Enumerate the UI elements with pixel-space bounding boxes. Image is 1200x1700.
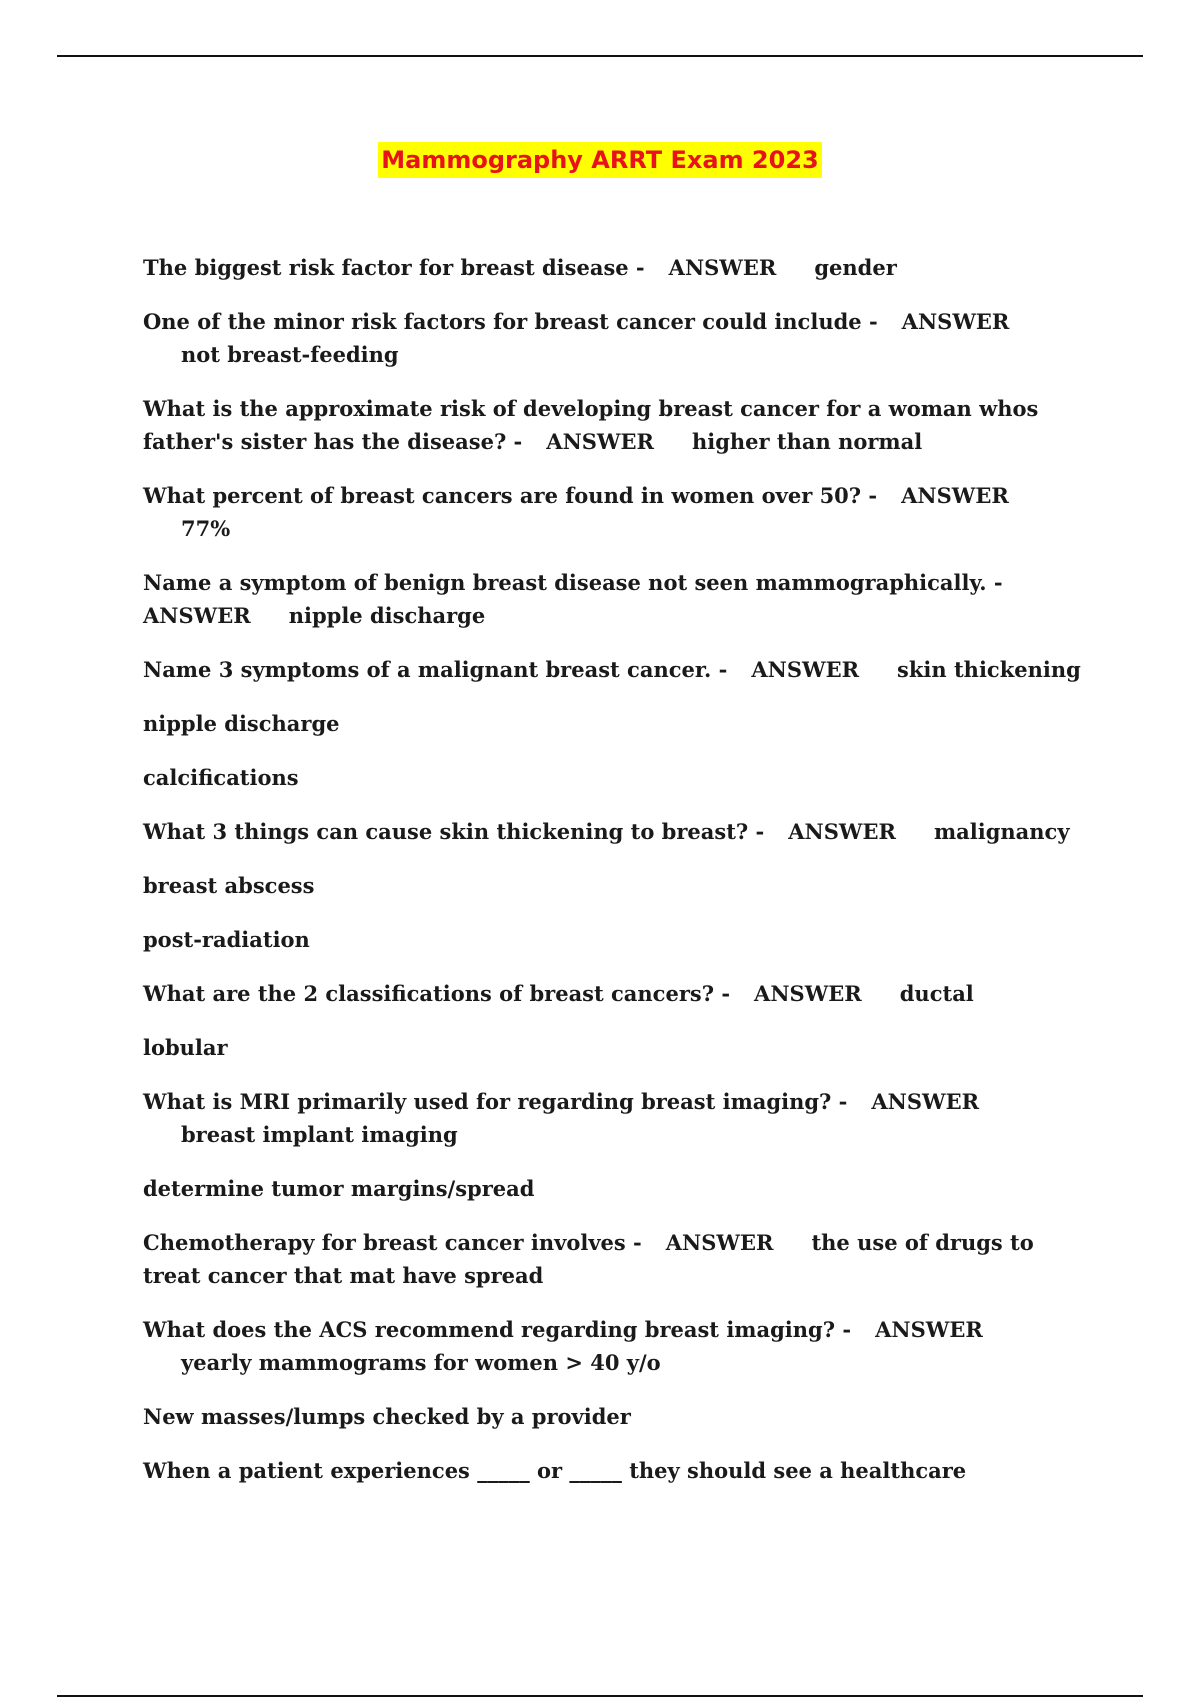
question-text: Chemotherapy for breast cancer involves - <box>143 1230 642 1255</box>
answer-label: ANSWER <box>754 981 862 1006</box>
question-text: What percent of breast cancers are found in women over 50? - <box>143 483 878 508</box>
answer-text: not breast-feeding <box>181 342 399 367</box>
question-text: What 3 things can cause skin thickening to breast? - <box>143 819 765 844</box>
question-text: Name 3 symptoms of a malignant breast cancer. - <box>143 657 728 682</box>
answer-label: ANSWER <box>668 255 777 280</box>
question-text: What does the ACS recommend regarding breast imaging? - <box>143 1317 852 1342</box>
answer-text: malignancy <box>933 819 1070 844</box>
qa-item <box>143 566 1083 632</box>
qa-item <box>143 815 1083 848</box>
qa-item <box>143 305 1083 371</box>
qa-item <box>143 1226 1083 1292</box>
question-text: What is the approximate risk of developing breast cancer for a woman whos father's sister has the disease? - <box>143 396 1039 454</box>
top-rule <box>57 55 1143 57</box>
answer-label: ANSWER <box>665 1230 774 1255</box>
answer-text: gender <box>814 255 897 280</box>
answer-label: ANSWER <box>751 657 860 682</box>
answer-text: ductal <box>899 981 974 1006</box>
answer-text: higher than normal <box>691 429 923 454</box>
question-text: What are the 2 classifications of breast cancers? - <box>143 981 731 1006</box>
answer-text: skin thickening <box>897 657 1081 682</box>
qa-item <box>143 1313 1083 1379</box>
bottom-rule <box>57 1695 1143 1697</box>
qa-item <box>143 392 1083 458</box>
answer-continuation: determine tumor margins/spread <box>143 1176 535 1201</box>
question-fragment: When a patient experiences _____ or _____ they should see a healthcare <box>143 1458 967 1483</box>
question-text: Name a symptom of benign breast disease not seen mammographically. - <box>143 570 1003 595</box>
answer-continuation: post-radiation <box>143 927 310 952</box>
qa-item <box>143 653 1083 686</box>
answer-label: ANSWER <box>875 1317 983 1342</box>
answer-continuation: lobular <box>143 1035 228 1060</box>
answer-label: ANSWER <box>901 483 1009 508</box>
qa-item <box>143 977 1083 1010</box>
answer-text: nipple discharge <box>288 603 486 628</box>
qa-list <box>143 251 1083 1508</box>
answer-continuation: breast abscess <box>143 873 315 898</box>
answer-text: the use of drugs to treat cancer that mat have spread <box>143 1230 1034 1288</box>
answer-label: ANSWER <box>546 429 654 454</box>
answer-text: yearly mammograms for women > 40 y/o <box>181 1350 661 1375</box>
answer-label: ANSWER <box>143 603 251 628</box>
question-text: The biggest risk factor for breast disease - <box>143 255 645 280</box>
answer-text: 77% <box>181 516 231 541</box>
qa-item <box>143 1085 1083 1151</box>
answer-continuation: nipple discharge <box>143 711 340 736</box>
answer-continuation: New masses/lumps checked by a provider <box>143 1404 631 1429</box>
answer-label: ANSWER <box>788 819 896 844</box>
answer-label: ANSWER <box>901 309 1010 334</box>
question-text: What is MRI primarily used for regarding breast imaging? - <box>143 1089 848 1114</box>
question-text: One of the minor risk factors for breast cancer could include - <box>143 309 878 334</box>
answer-text: breast implant imaging <box>181 1122 458 1147</box>
answer-label: ANSWER <box>871 1089 980 1114</box>
document-title: Mammography ARRT Exam 2023 <box>378 142 821 178</box>
title-container <box>0 142 1200 178</box>
qa-item <box>143 479 1083 545</box>
answer-continuation: calcifications <box>143 765 299 790</box>
qa-item <box>143 251 1083 284</box>
